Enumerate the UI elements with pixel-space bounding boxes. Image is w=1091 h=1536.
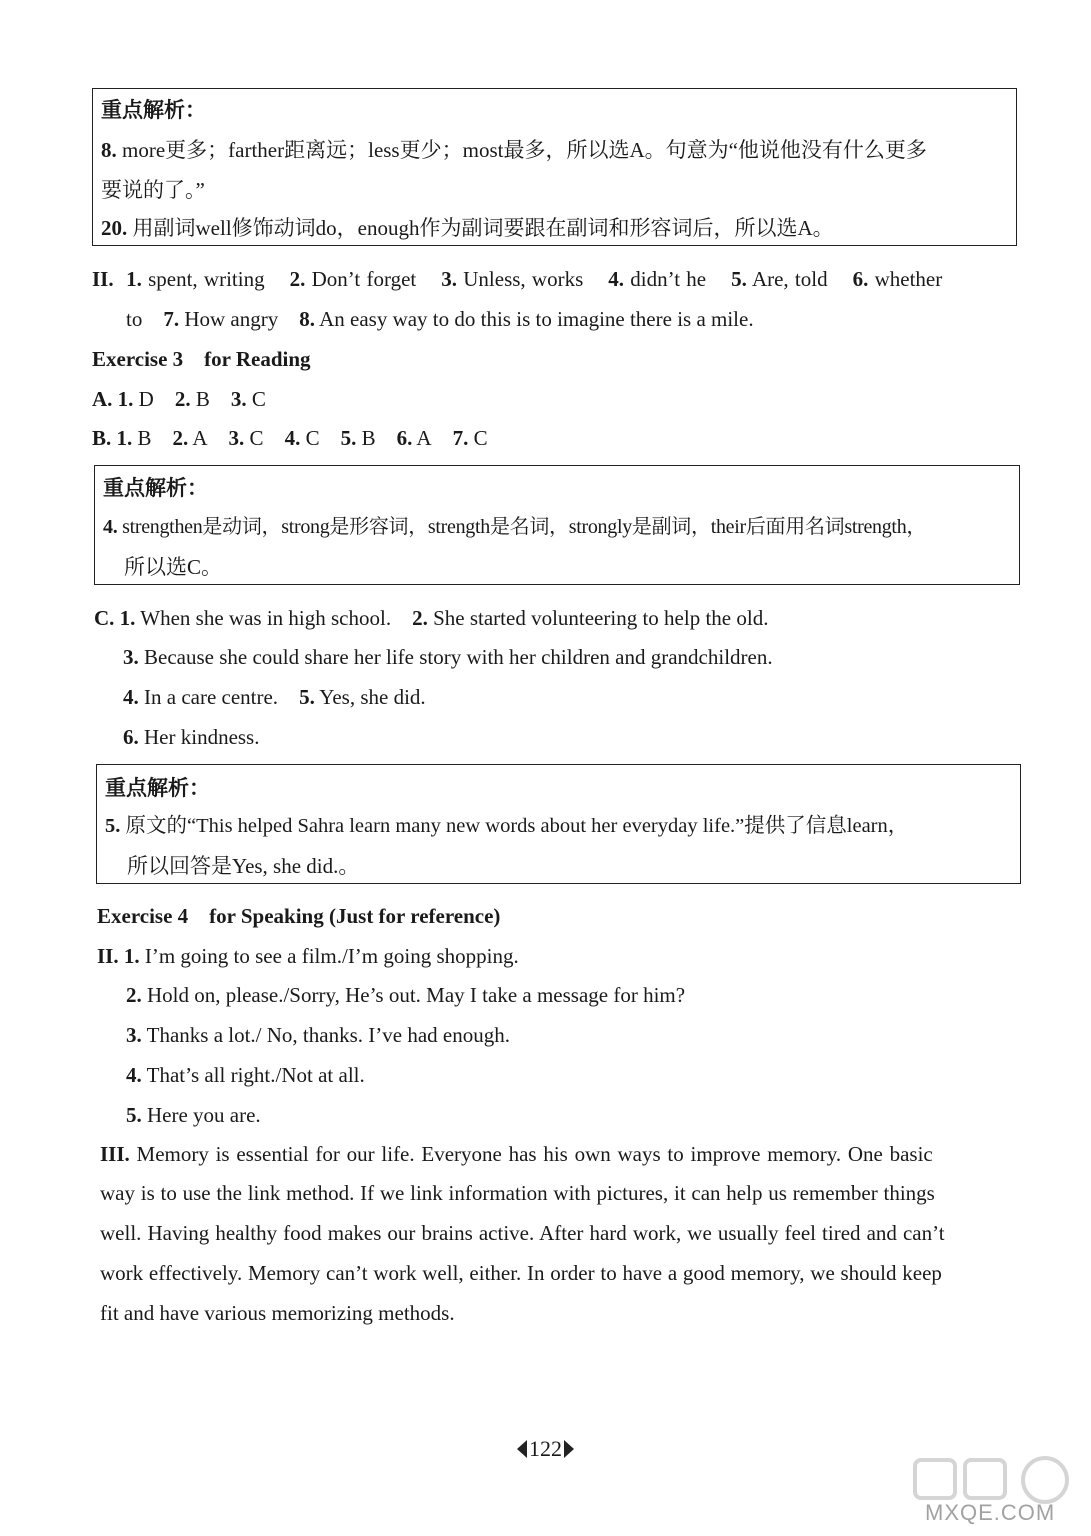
exercise-title: Exercise 4 for Speaking (Just for reference) xyxy=(97,904,501,928)
item-text: D xyxy=(133,387,154,411)
answer-row xyxy=(126,1061,365,1089)
essay-text: Memory is essential for our life. Everyone has his own ways to improve memory. One basic xyxy=(129,1142,933,1166)
item-text: How angry xyxy=(179,307,279,331)
item-text: Her kindness. xyxy=(138,725,260,749)
item-number: 8. xyxy=(299,307,315,331)
section-prefix: III. xyxy=(100,1142,130,1166)
analysis-title: 重点解析： xyxy=(103,476,208,500)
item-number: 2. xyxy=(174,387,191,411)
item-number: 3. xyxy=(441,267,457,291)
item-number: 4. xyxy=(103,516,118,538)
item-number: 8. xyxy=(101,138,117,162)
item-number: 3. xyxy=(228,426,245,450)
left-arrow-icon xyxy=(517,1440,527,1458)
analysis-line: 所以选C。 xyxy=(124,555,223,579)
analysis-line: 所以回答是Yes, she did.。 xyxy=(127,854,360,878)
item-text: A xyxy=(412,426,432,450)
item-text: Unless, works xyxy=(457,267,584,291)
item-text: A xyxy=(188,426,208,450)
answer-row xyxy=(123,643,773,671)
item-text: C xyxy=(246,387,266,411)
watermark-text: MXQE.COM xyxy=(925,1500,1056,1525)
answer-row xyxy=(123,723,259,751)
section-prefix: A. xyxy=(92,387,113,411)
item-text: Are, told xyxy=(746,267,828,291)
analysis-line: 要说的了。” xyxy=(101,178,205,202)
answer-row xyxy=(94,604,768,632)
item-text: 用副词well修饰动词do，enough作为副词要跟在副词和形容词后，所以选A。 xyxy=(127,216,834,240)
item-number: 6. xyxy=(123,725,139,749)
item-text: Here you are. xyxy=(141,1103,261,1127)
answer-row xyxy=(97,942,519,970)
item-number: 3. xyxy=(126,1023,142,1047)
item-text: 原文的“This helped Sahra learn many new words about her everyday life.”提供了信息learn， xyxy=(120,815,909,837)
item-text: more更多；farther距离远；less更少；most最多，所以选A。句意为“他说他没有什么更多 xyxy=(116,138,927,162)
item-text: Because she could share her life story with her children and grandchildren. xyxy=(138,645,773,669)
item-text: Thanks a lot./ No, thanks. I’ve had enough. xyxy=(141,1023,510,1047)
section-prefix: II. xyxy=(92,267,114,291)
item-text: C xyxy=(244,426,264,450)
item-number: 7. xyxy=(452,426,469,450)
item-number: 3. xyxy=(230,387,247,411)
item-number: 1. xyxy=(117,387,134,411)
item-text: B xyxy=(190,387,210,411)
exercise-title: Exercise 3 for Reading xyxy=(92,347,311,371)
item-number: 1. xyxy=(116,426,133,450)
analysis-line xyxy=(105,812,908,840)
answer-row xyxy=(126,1101,261,1129)
section-prefix: B. xyxy=(92,426,112,450)
item-text: Don’t forget xyxy=(305,267,417,291)
item-number: 2. xyxy=(172,426,189,450)
item-number: 5. xyxy=(299,685,315,709)
item-text: Yes, she did. xyxy=(314,685,426,709)
item-number: 2. xyxy=(289,267,306,291)
essay-line xyxy=(100,1140,933,1168)
item-text: Hold on, please./Sorry, He’s out. May I take a message for him? xyxy=(141,983,686,1007)
answer-row xyxy=(126,1021,510,1049)
page-number-text: 122 xyxy=(529,1436,562,1461)
item-text: to xyxy=(126,307,143,331)
item-text: In a care centre. xyxy=(138,685,279,709)
item-number: 5. xyxy=(731,267,747,291)
right-arrow-icon xyxy=(564,1440,574,1458)
item-number: 7. xyxy=(163,307,180,331)
item-text: C xyxy=(300,426,320,450)
answer-row xyxy=(126,305,754,333)
essay-line: fit and have various memorizing methods. xyxy=(100,1301,455,1325)
item-text: spent, writing xyxy=(141,267,265,291)
answer-row xyxy=(92,424,488,452)
item-number: 1. xyxy=(126,267,142,291)
item-text: didn’t he xyxy=(624,267,707,291)
item-text: C xyxy=(468,426,488,450)
item-text: B xyxy=(132,426,152,450)
item-number: 5. xyxy=(126,1103,142,1127)
analysis-line xyxy=(103,513,926,541)
answer-row xyxy=(126,981,685,1009)
item-text: I’m going to see a film./I’m going shopping. xyxy=(139,944,519,968)
item-number: 6. xyxy=(396,426,413,450)
item-number: 4. xyxy=(126,1063,142,1087)
item-number: 6. xyxy=(852,267,869,291)
item-text: whether xyxy=(868,267,943,291)
item-number: 1. xyxy=(123,944,140,968)
item-text: That’s all right./Not at all. xyxy=(141,1063,365,1087)
answer-row xyxy=(123,683,426,711)
analysis-line xyxy=(101,136,927,164)
item-text: An easy way to do this is to imagine there is a mile. xyxy=(315,307,754,331)
analysis-title: 重点解析： xyxy=(105,776,210,800)
item-number: 5. xyxy=(340,426,357,450)
essay-line: well. Having healthy food makes our brains active. After hard work, we usually feel tired and can’t xyxy=(100,1221,945,1245)
answer-row xyxy=(92,385,266,413)
section-prefix: C. xyxy=(94,606,115,630)
item-number: 4. xyxy=(608,267,624,291)
item-number: 20. xyxy=(101,216,128,240)
section-prefix: II. xyxy=(97,944,119,968)
analysis-title: 重点解析： xyxy=(101,98,206,122)
item-number: 1. xyxy=(119,606,136,630)
item-number: 2. xyxy=(126,983,142,1007)
essay-line: work effectively. Memory can’t work well, either. In order to have a good memory, we should keep xyxy=(100,1261,942,1285)
item-text: B xyxy=(356,426,376,450)
analysis-line xyxy=(101,214,834,242)
item-number: 2. xyxy=(412,606,428,630)
answer-row xyxy=(92,265,942,293)
item-number: 5. xyxy=(105,815,121,837)
item-text: strengthen是动词，strong是形容词，strength是名词，strongly是副词，their后面用名词strength， xyxy=(117,516,927,538)
item-number: 3. xyxy=(123,645,139,669)
item-text: She started volunteering to help the old. xyxy=(427,606,769,630)
item-number: 4. xyxy=(284,426,301,450)
essay-line: way is to use the link method. If we link information with pictures, it can help us remember things xyxy=(100,1181,935,1205)
item-number: 4. xyxy=(123,685,139,709)
item-text: When she was in high school. xyxy=(135,606,392,630)
